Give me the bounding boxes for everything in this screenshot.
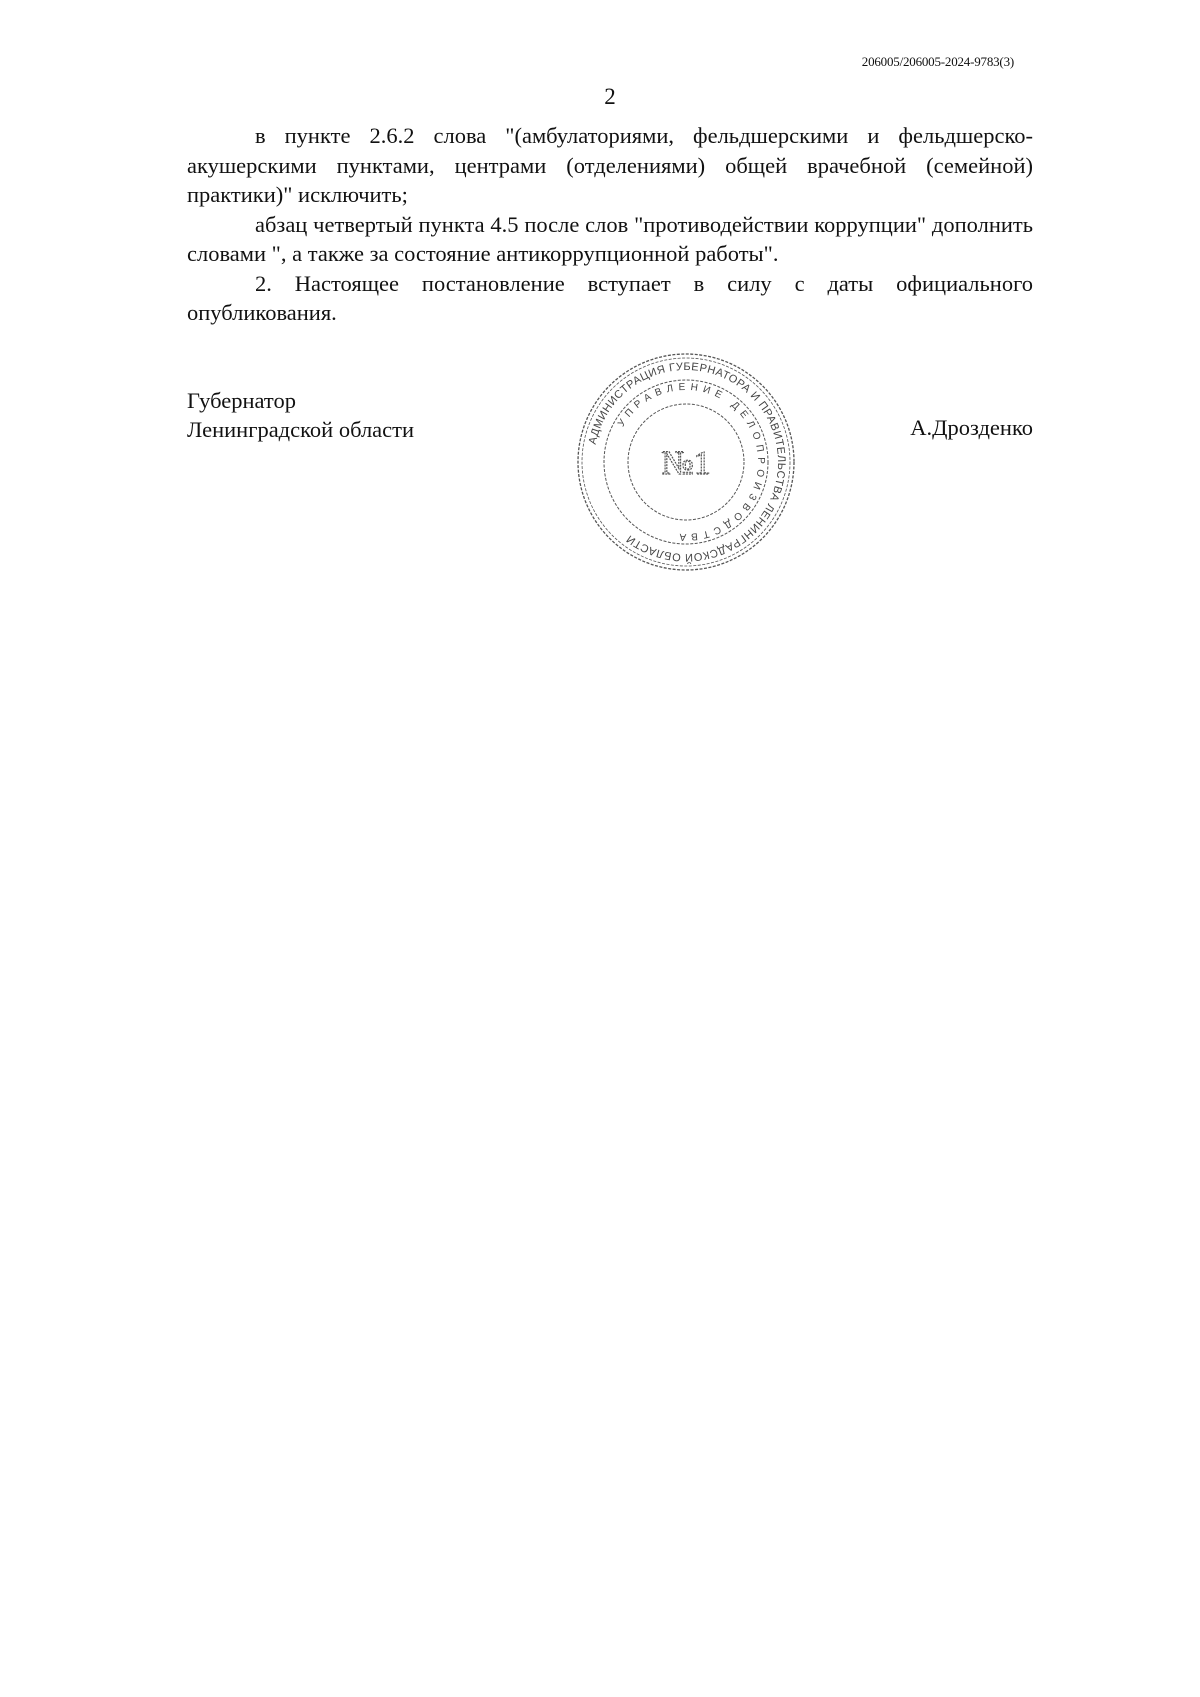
signatory-position: [187, 386, 414, 444]
paragraph: в пункте 2.6.2 слова "(амбулаториями, фельдшерскими и фельдшерско-акушерскими пунктами, центрами (отделениями) общей врачебной (семейной) практики)" исключить;: [187, 123, 1033, 207]
document-id: 206005/206005-2024-9783(3): [861, 54, 1014, 69]
signatory-name: А.Дрозденко: [910, 415, 1033, 440]
page-number: 2: [604, 84, 616, 109]
paragraph: 2. Настоящее постановление вступает в силу с даты официального опубликования.: [187, 270, 1033, 325]
official-seal: [574, 350, 798, 574]
seal-outer-text: АДМИНИСТРАЦИЯ ГУБЕРНАТОРА И ПРАВИТЕЛЬСТВА ЛЕНИНГРАДСКОЙ ОБЛАСТИ: [586, 360, 788, 564]
seal-center-number: №1: [661, 445, 711, 482]
paragraph: абзац четвертый пункта 4.5 после слов "противодействии коррупции" дополнить словами ", а также за состояние антикоррупционной работы".: [187, 211, 1033, 266]
seal-inner-text: УПРАВЛЕНИЕ ДЕЛОПРОИЗВОДСТВА: [616, 381, 767, 543]
position-line: Ленинградской области: [187, 417, 415, 442]
position-line: Губернатор: [187, 388, 296, 413]
document-body: [187, 121, 1033, 328]
